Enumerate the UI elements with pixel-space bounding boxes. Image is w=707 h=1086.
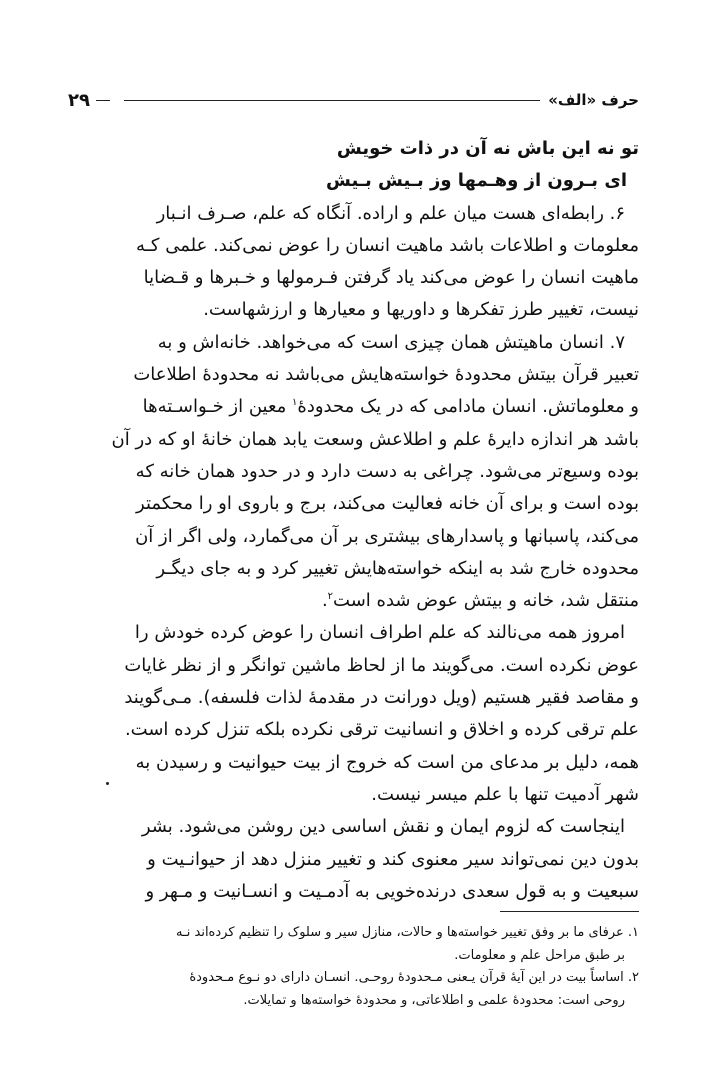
- text-fragment: و معلوماتش. انسان مادامی که در یک محدودهٔ: [297, 396, 639, 418]
- text-line: ۷. انسان ماهیتش همان چیزی است که می‌خواهد. خانه‌اش و به: [157, 331, 625, 353]
- footnote-2: [68, 967, 639, 1012]
- paragraph-6: [68, 198, 639, 327]
- footnote-ref-1[interactable]: ۱: [292, 397, 298, 409]
- footnote-line: بر طبق مراحل علم و معلومات.: [454, 947, 625, 963]
- header-dash: [96, 100, 110, 101]
- section-title: حرف «الف»: [548, 91, 639, 109]
- footnote-line: ۲. اساساً بیت در این آیهٔ قرآن یـعنی مـحدودهٔ روحـی. انسـان دارای دو نـوع مـحدودهٔ: [189, 970, 639, 985]
- text-line: بوده وسیع‌تر می‌شود. چراغی به دست دارد و در حدود همان خانه که: [135, 460, 639, 482]
- text-fragment: منتقل شد، خانه و بیتش عوض شده است: [333, 590, 639, 612]
- running-header: [68, 88, 639, 112]
- text-line: ۶. رابطه‌ای هست میان علم و اراده. آنگاه که علم، صـرف انـبار: [156, 202, 625, 224]
- text-line: عوض نکرده است. می‌گویند ما از لحاظ ماشین توانگر و از نظر غایات: [124, 654, 639, 676]
- footnote-line: روحی است: محدودهٔ علمی و اطلاعاتی، و محدودهٔ خواسته‌ها و تمایلات.: [243, 992, 625, 1008]
- footnote-line: ۱. عرفای ما بر وفق تغییر خواسته‌ها و حالات، منازل سیر و سلوک را تنظیم کرده‌اند نـه: [175, 925, 639, 940]
- text-line: نیست، تغییر طرز تفکرها و داوریها و معیارها و ارزشهاست.: [203, 299, 639, 321]
- text-line: می‌کند، پاسبانها و پاسدارهای بیشتری بر آن می‌گمارد، ولی اگر از آن: [135, 525, 639, 547]
- text-fragment: .: [321, 590, 328, 612]
- paragraph-7: [68, 327, 639, 618]
- text-line: شهر آدمیت تنها با علم میسر نیست.: [371, 783, 639, 805]
- text-line: و مقاصد فقیر هستیم (ویل دورانت در مقدمهٔ لذات فلسفه). مـی‌گویند: [124, 687, 639, 709]
- text-line: بدون دین نمی‌تواند سیر معنوی کند و تغییر منزل دهد از حیوانـیت و: [147, 848, 639, 870]
- print-speck: [106, 782, 109, 785]
- text-line: [68, 391, 639, 423]
- footnotes: [68, 922, 639, 1012]
- text-line: ماهیت انسان را عوض می‌کند یاد گرفتن فـرمولها و خـبرها و قـضایا: [143, 267, 639, 289]
- text-line: اینجاست که لزوم ایمان و نقش اساسی دین روشن می‌شود. بشر: [141, 816, 625, 838]
- footnote-ref-2[interactable]: ۲: [327, 591, 334, 603]
- text-line: [68, 585, 639, 617]
- text-line: امروز همه می‌نالند که علم اطراف انسان را عوض کرده خودش را: [134, 622, 625, 644]
- text-line: سبعیت و به قول سعدی درنده‌خویی به آدمـیت و انسـانیت و مـهر و: [145, 880, 639, 902]
- text-fragment: معین از خـواسـته‌ها: [142, 396, 293, 418]
- text-line: علم ترقی کرده و اخلاق و انسانیت ترقی نکرده بلکه تنزل کرده است.: [124, 719, 639, 741]
- footnote-1: [68, 922, 639, 967]
- verse-line-1: تو نه این باش نه آن در ذات خویش: [336, 138, 639, 159]
- paragraph-modern: [68, 617, 639, 811]
- footnote-rule: [500, 911, 639, 912]
- text-line: بوده است و برای آن خانه فعالیت می‌کند، برج و باروی او را محکمتر: [136, 493, 639, 515]
- header-rule: [124, 100, 540, 101]
- page-number: ۲۹: [68, 89, 90, 111]
- main-text: [68, 133, 639, 908]
- paragraph-religion: [68, 811, 639, 908]
- text-line: معلومات و اطلاعات باشد ماهیت انسان را عوض نمی‌کند. علمی کـه: [135, 234, 639, 256]
- text-line: تعبیر قرآن بیتش محدودهٔ خواسته‌هایش می‌باشد نه محدودهٔ اطلاعات: [133, 364, 639, 386]
- text-line: همه، دلیل بر مدعای من است که خروج از بیت حیوانیت و رسیدن به: [135, 751, 639, 773]
- text-line: باشد هر اندازه دایرهٔ علم و اطلاعش وسعت یابد همان خانهٔ او که در آن: [111, 428, 639, 450]
- verse-line-2: ای بـرون از وهـمها وز بـیش بـیش: [326, 170, 627, 192]
- text-line: محدوده خارج شد به اینکه خواسته‌هایش تغییر کرد و به جای دیگـر: [156, 557, 639, 579]
